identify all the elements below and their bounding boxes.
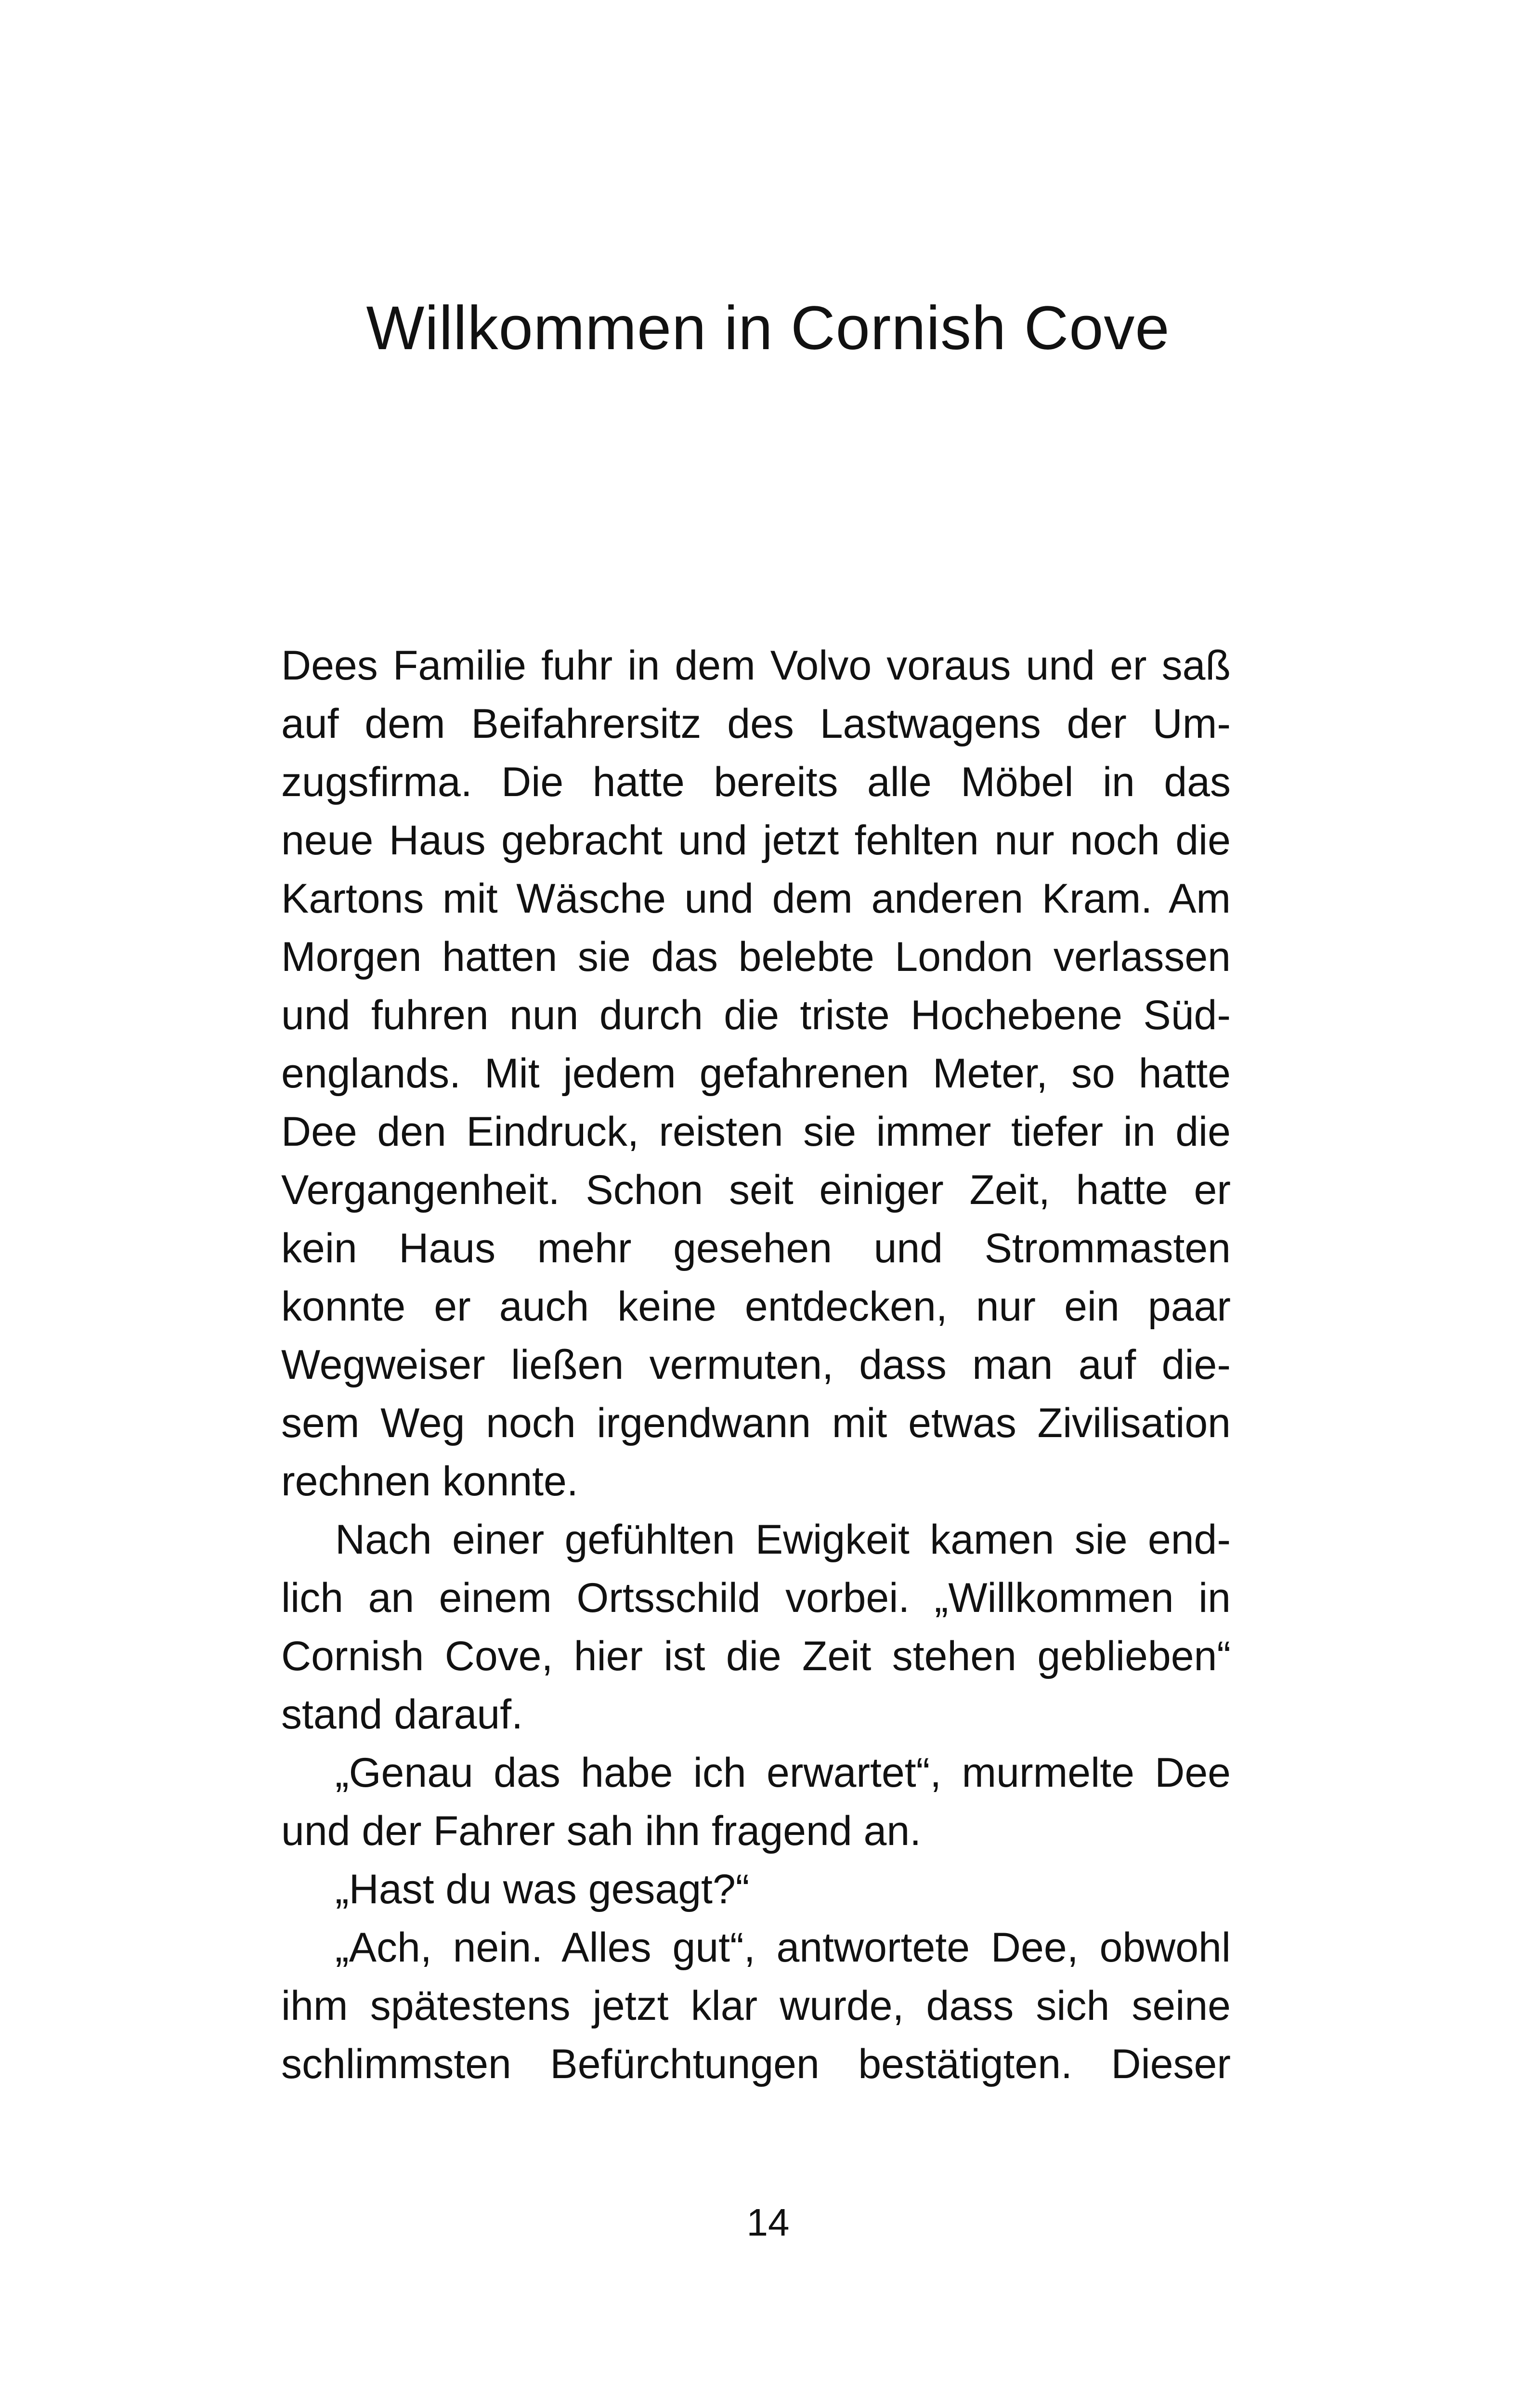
text-line: schlimmsten Befürchtungen bestätigten. Dieser [281, 2041, 1231, 2087]
text-line: und der Fahrer sah ihn fragend an. [281, 1808, 922, 1854]
text-line: Kartons mit Wäsche und dem anderen Kram. Am [281, 876, 1231, 922]
text-line: kein Haus mehr gesehen und Strommasten [281, 1225, 1231, 1271]
page-number: 14 [746, 2201, 790, 2244]
text-line: Vergangenheit. Schon seit einiger Zeit, hatte er [281, 1167, 1231, 1213]
text-line: zugsfirma. Die hatte bereits alle Möbel in das [281, 759, 1231, 805]
text-line: ihm spätestens jetzt klar wurde, dass sich seine [281, 1983, 1231, 2029]
text-line: Cornish Cove, hier ist die Zeit stehen geblieben“ [281, 1633, 1231, 1679]
text-line: Morgen hatten sie das belebte London verlassen [281, 934, 1231, 980]
text-line: „Ach, nein. Alles gut“, antwortete Dee, obwohl [335, 1924, 1231, 1971]
text-line: rechnen konnte. [281, 1458, 578, 1505]
text-line: sem Weg noch irgendwann mit etwas Zivilisation [281, 1400, 1231, 1446]
text-line: konnte er auch keine entdecken, nur ein paar [281, 1283, 1231, 1330]
body-text [281, 637, 1231, 2094]
text-line: Dees Familie fuhr in dem Volvo voraus und er saß [281, 642, 1231, 689]
text-line: „Genau das habe ich erwartet“, murmelte Dee [335, 1750, 1231, 1796]
text-line: Wegweiser ließen vermuten, dass man auf die- [281, 1342, 1231, 1388]
chapter-title: Willkommen in Cornish Cove [366, 294, 1170, 363]
text-line: auf dem Beifahrersitz des Lastwagens der Um- [281, 701, 1231, 747]
text-line: „Hast du was gesagt?“ [335, 1866, 750, 1912]
text-line: lich an einem Ortsschild vorbei. „Willkommen in [281, 1575, 1231, 1621]
text-line: stand darauf. [281, 1691, 523, 1738]
text-line: Nach einer gefühlten Ewigkeit kamen sie end- [335, 1517, 1231, 1563]
text-line: neue Haus gebracht und jetzt fehlten nur noch die [281, 817, 1231, 864]
text-line: Dee den Eindruck, reisten sie immer tiefer in die [281, 1109, 1231, 1155]
text-line: und fuhren nun durch die triste Hochebene Süd- [281, 992, 1231, 1038]
text-line: englands. Mit jedem gefahrenen Meter, so hatte [281, 1050, 1231, 1097]
